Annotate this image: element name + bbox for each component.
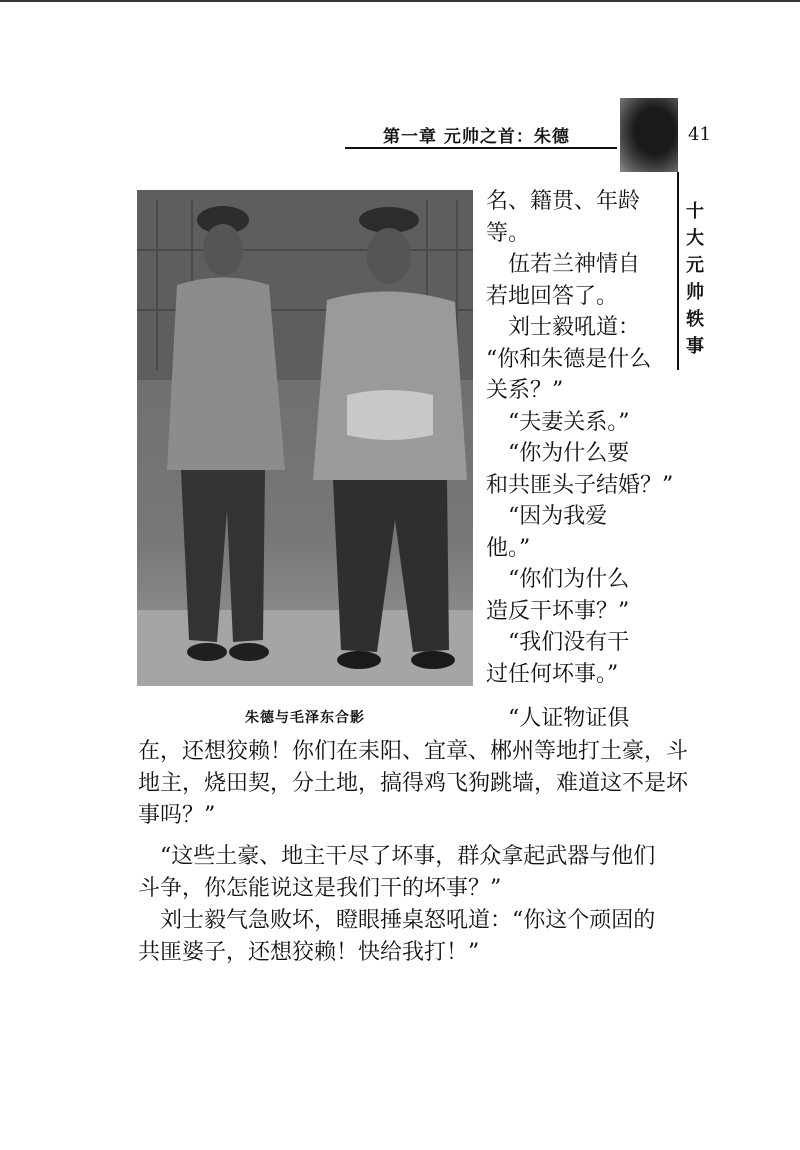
side-title-char: 轶 [686,309,704,330]
body-line: 和共匪头子结婚？” [486,473,674,498]
side-title-char: 大 [686,228,704,249]
body-line: “你为什么要 [486,441,630,466]
body-line: “夫妻关系。” [486,410,630,435]
body-line: 伍若兰神情自 [486,252,641,277]
body-line: 等。 [486,221,531,246]
side-title-bar [677,172,679,370]
body-line: 他。” [486,536,531,561]
body-line: 在，还想狡赖！你们在耒阳、宜章、郴州等地打土豪，斗 [138,739,689,764]
body-line: 造反干坏事？” [486,599,630,624]
photo-illustration [137,190,473,686]
corner-portrait-thumbnail [620,98,678,172]
page-top-border [0,0,800,2]
body-line: “你和朱德是什么 [486,347,652,372]
body-line: 共匪婆子，还想狡赖！快给我打！” [138,940,480,965]
body-line: 刘士毅气急败坏，瞪眼捶桌怒吼道：“你这个顽固的 [138,908,656,933]
body-line: 刘士毅吼道： [486,315,641,340]
side-title-char: 帅 [686,282,704,303]
body-line: 关系？” [486,378,564,403]
body-line: 过任何坏事。” [486,662,619,687]
body-line: “你们为什么 [486,567,630,592]
body-line: “因为我爱 [486,504,608,529]
body-line: 事吗？” [138,803,216,828]
body-line: 地主，烧田契，分土地，搞得鸡飞狗跳墙，难道这不是坏 [138,771,689,796]
chapter-header: 第一章 元帅之首：朱德 [383,127,570,147]
body-line: “这些土豪、地主干尽了坏事，群众拿起武器与他们 [138,844,656,869]
side-title-char: 元 [686,255,704,276]
side-book-title [682,198,708,360]
body-line: “我们没有干 [486,630,630,655]
historical-photo [137,190,473,686]
body-line: “人证物证俱 [486,706,630,731]
page-number: 41 [688,124,711,145]
body-line: 斗争，你怎能说这是我们干的坏事？” [138,876,502,901]
body-line: 若地回答了。 [486,284,619,309]
side-title-char: 十 [686,201,704,222]
side-title-char: 事 [686,336,704,357]
header-rule [345,147,617,149]
photo-caption: 朱德与毛泽东合影 [245,710,365,726]
body-line: 名、籍贯、年龄 [486,189,641,214]
